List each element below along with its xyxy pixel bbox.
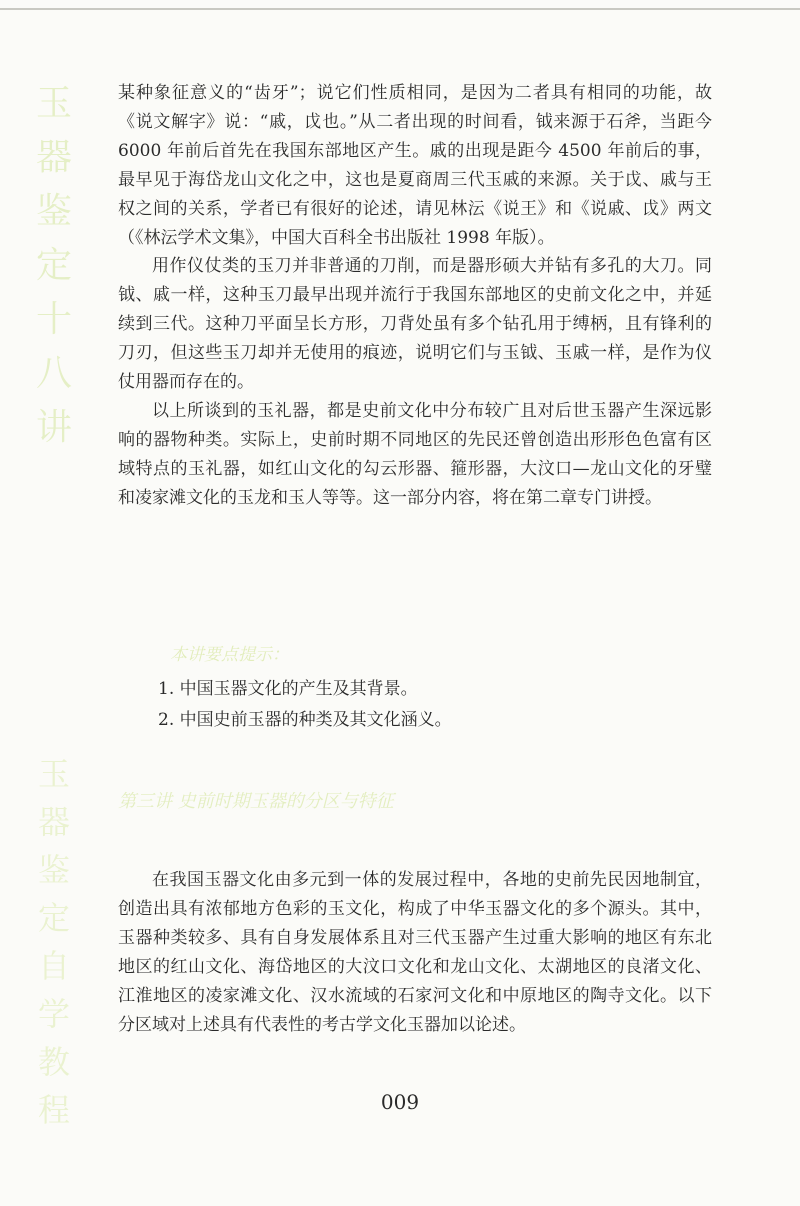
side-series-char: 教 [37,1043,70,1081]
side-series-char: 程 [37,1091,70,1129]
paragraph: 某种象征意义的“齿牙”；说它们性质相同，是因为二者具有相同的功能，故《说文解字》说：“戚，戉也。”从二者出现的时间看，钺来源于石斧，当距今 6000 年前后首先在我国东部地区产生。戚的出现是距今 4500 年前后的事，最早见于海岱龙山文化之中，这也是夏商周三代玉戚的来源。关于戉、戚与王权之间的关系，学者已有很好的论述，请见林沄《说王》和《说戚、戉》两文（《林沄学术文集》，中国大百科全书出版社 1998 年版）。 [118,83,712,248]
paragraph: 在我国玉器文化由多元到一体的发展过程中，各地的史前先民因地制宜，创造出具有浓郁地方色彩的玉文化，构成了中华玉器文化的多个源头。其中，玉器种类较多、具有自身发展体系且对三代玉器产生过重大影响的地区有东北地区的红山文化、海岱地区的大汶口文化和龙山文化、太湖地区的良渚文化、江淮地区的凌家滩文化、汉水流域的石家河文化和中原地区的陶寺文化。以下分区域对上述具有代表性的考古学文化玉器加以论述。 [118,870,712,1035]
side-series-char: 定 [37,899,70,937]
side-title-char: 玉 [35,83,72,124]
key-point-item: 1. 中国玉器文化的产生及其背景。 [158,679,418,699]
side-title-char: 鉴 [35,191,72,232]
key-point-item: 2. 中国史前玉器的种类及其文化涵义。 [158,710,452,730]
body-text [118,79,712,513]
side-series-char: 器 [37,803,70,841]
side-series-title [32,755,76,1142]
side-title-char: 器 [35,137,72,178]
paragraph: 以上所谈到的玉礼器，都是史前文化中分布较广且对后世玉器产生深远影响的器物种类。实际上，史前时期不同地区的先民还曾创造出形形色色富有区域特点的玉礼器，如红山文化的勾云形器、箍形器，大汶口—龙山文化的牙璧和凌家滩文化的玉龙和玉人等等。这一部分内容，将在第二章专门讲授。 [118,400,712,508]
top-rule [0,8,800,10]
side-title-char: 八 [35,353,72,394]
side-book-title [32,83,76,464]
side-series-char: 鉴 [37,851,70,889]
side-series-char: 玉 [37,755,70,793]
side-series-char: 学 [37,995,70,1033]
section-heading: 第三讲 史前时期玉器的分区与特征 [118,791,394,812]
side-title-char: 讲 [35,407,72,448]
side-series-char: 自 [37,947,70,985]
key-points-list [158,674,452,736]
paragraph: 用作仪仗类的玉刀并非普通的刀削，而是器形硕大并钻有多孔的大刀。同钺、戚一样，这种玉刀最早出现并流行于我国东部地区的史前文化之中，并延续到三代。这种刀平面呈长方形，刀背处虽有多个钻孔用于缚柄，且有锋利的刀刃，但这些玉刀却并无使用的痕迹，说明它们与玉钺、玉戚一样，是作为仪仗用器而存在的。 [118,256,712,393]
section-body-text [118,866,712,1039]
key-points-heading: 本讲要点提示： [170,645,289,665]
side-title-char: 十 [35,299,72,340]
page-number: 009 [380,1090,420,1114]
side-title-char: 定 [35,245,72,286]
